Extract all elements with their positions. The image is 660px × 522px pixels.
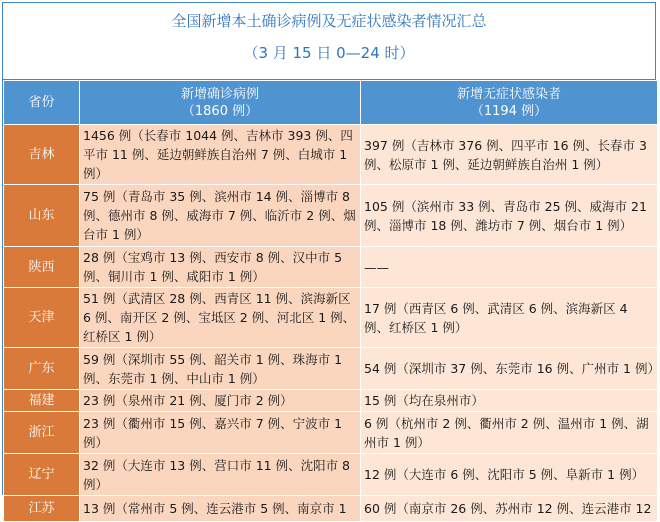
confirmed-cell: 75 例（青岛市 35 例、滨州市 14 例、淄博市 8 例、德州市 8 例、威海市 7 例、临沂市 2 例、烟台市 1 例） bbox=[80, 185, 361, 247]
page-title: 全国新增本土确诊病例及无症状感染者情况汇总 bbox=[171, 12, 487, 30]
province-cell: 浙江 bbox=[4, 412, 80, 454]
confirmed-cell: 28 例（宝鸡市 13 例、西安市 8 例、汉中市 5 例、铜川市 1 例、咸阳市 1 例） bbox=[80, 247, 361, 288]
table-header-banner bbox=[3, 3, 655, 80]
asymptomatic-cell: 60 例（南京市 26 例、苏州市 12 例、连云港市 12 bbox=[361, 496, 658, 522]
column-header-asymptomatic-label: 新增无症状感染者 bbox=[456, 86, 561, 102]
table-row bbox=[4, 348, 658, 390]
table-row bbox=[4, 390, 658, 412]
province-cell: 广东 bbox=[4, 348, 80, 390]
province-cell: 吉林 bbox=[4, 125, 80, 185]
asymptomatic-cell: 105 例（滨州市 33 例、青岛市 25 例、威海市 21 例、淄博市 18 例、潍坊市 7 例、烟台市 1 例） bbox=[361, 185, 658, 247]
table-row bbox=[4, 412, 658, 454]
province-cell: 陕西 bbox=[4, 247, 80, 288]
province-cell: 福建 bbox=[4, 390, 80, 412]
column-header-confirmed-label: 新增确诊病例 bbox=[180, 86, 259, 102]
table-row bbox=[4, 454, 658, 496]
summary-table bbox=[3, 80, 658, 522]
table-row bbox=[4, 496, 658, 522]
province-cell: 天津 bbox=[4, 288, 80, 348]
confirmed-cell: 23 例（衢州市 15 例、嘉兴市 7 例、宁波市 1 例） bbox=[80, 412, 361, 454]
column-header-confirmed bbox=[80, 81, 361, 125]
confirmed-cell: 23 例（泉州市 21 例、厦门市 2 例） bbox=[80, 390, 361, 412]
table-header-row bbox=[4, 81, 658, 125]
asymptomatic-cell: 397 例（吉林市 376 例、四平市 16 例、长春市 3 例、松原市 1 例、延边朝鲜族自治州 1 例） bbox=[361, 125, 658, 185]
asymptomatic-cell: 12 例（大连市 6 例、沈阳市 5 例、阜新市 1 例） bbox=[361, 454, 658, 496]
table-row bbox=[4, 185, 658, 247]
province-cell: 江苏 bbox=[4, 496, 80, 522]
table-row bbox=[4, 288, 658, 348]
confirmed-cell: 32 例（大连市 13 例、营口市 11 例、沈阳市 8 例） bbox=[80, 454, 361, 496]
asymptomatic-cell: 6 例（杭州市 2 例、衢州市 2 例、温州市 1 例、湖州市 1 例） bbox=[361, 412, 658, 454]
table-row bbox=[4, 125, 658, 185]
asymptomatic-cell: —— bbox=[361, 247, 658, 288]
confirmed-cell: 59 例（深圳市 55 例、韶关市 1 例、珠海市 1 例、东莞市 1 例、中山市 1 例） bbox=[80, 348, 361, 390]
page-subtitle: （3 月 15 日 0—24 时） bbox=[243, 44, 415, 62]
confirmed-cell: 51 例（武清区 28 例、西青区 11 例、滨海新区 6 例、南开区 2 例、宝坻区 2 例、河北区 1 例、红桥区 1 例） bbox=[80, 288, 361, 348]
asymptomatic-cell: 17 例（西青区 6 例、武清区 6 例、滨海新区 4 例、红桥区 1 例） bbox=[361, 288, 658, 348]
column-header-province: 省份 bbox=[4, 81, 80, 125]
column-header-confirmed-total: （1860 例） bbox=[181, 103, 259, 119]
province-cell: 山东 bbox=[4, 185, 80, 247]
summary-table-frame bbox=[2, 2, 660, 516]
province-cell: 辽宁 bbox=[4, 454, 80, 496]
column-header-asymptomatic bbox=[361, 81, 658, 125]
confirmed-cell: 13 例（常州市 5 例、连云港市 5 例、南京市 1 bbox=[80, 496, 361, 522]
asymptomatic-cell: 54 例（深圳市 37 例、东莞市 16 例、广州市 1 例） bbox=[361, 348, 658, 390]
asymptomatic-cell: 15 例（均在泉州市） bbox=[361, 390, 658, 412]
confirmed-cell: 1456 例（长春市 1044 例、吉林市 393 例、四平市 11 例、延边朝鲜族自治州 7 例、白城市 1 例） bbox=[80, 125, 361, 185]
table-row bbox=[4, 247, 658, 288]
column-header-asymptomatic-total: （1194 例） bbox=[470, 103, 548, 119]
